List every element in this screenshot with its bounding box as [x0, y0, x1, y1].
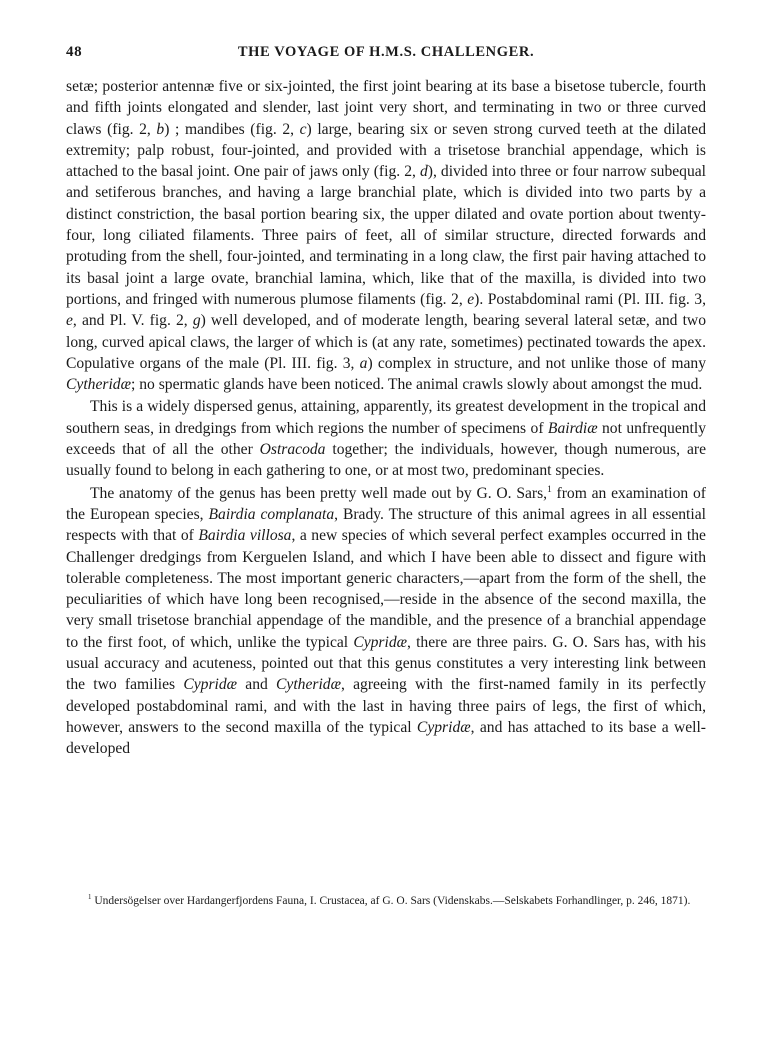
text-run: together; the individuals, however, though numerous, are usually found to belong in each gathering to one, or at most two, predominant species. — [66, 441, 706, 480]
paragraph-2 — [66, 396, 706, 481]
text-run: setæ; posterior antennæ five or six-jointed, the first joint bearing at its base a bisetose tubercle, fourth and fifth joints elongated and slender, last joint very short, and terminating in two or three curved claws (fig. 2, — [66, 78, 706, 138]
text-run: from an examination of the European species, — [66, 484, 706, 523]
italic-term: Bairdia complanata — [208, 505, 335, 523]
italic-term: d — [419, 163, 428, 181]
footnote-reference: 1 — [547, 484, 552, 495]
paragraph-3 — [66, 483, 706, 760]
text-run: The anatomy of the genus has been pretty well made out by G. O. Sars, — [90, 484, 548, 502]
footnote — [66, 893, 706, 909]
text-run: ) ; mandibes (fig. 2, — [164, 120, 300, 138]
italic-term: Cypridæ — [416, 718, 471, 736]
text-run: , and Pl. V. fig. 2, — [72, 312, 193, 330]
italic-term: Cytheridæ — [276, 676, 342, 694]
text-run: and — [237, 676, 277, 694]
italic-term: Cytheridæ — [66, 376, 131, 394]
italic-term: Cypridæ — [353, 633, 408, 651]
italic-term: c — [299, 120, 307, 138]
italic-term: Cypridæ — [183, 676, 238, 694]
text-run: not unfrequently exceeds that of all the other — [66, 419, 707, 459]
text-run: This is a widely dispersed genus, attaining, apparently, its greatest development in the tropical and southern seas, in dredgings from which regions the number of specimens of — [66, 398, 706, 437]
italic-term: Bairdiæ — [547, 419, 598, 437]
running-title: THE VOYAGE OF H.M.S. CHALLENGER. — [237, 44, 535, 60]
footnote-text: Undersögelser over Hardangerfjordens Fauna, I. Crustacea, af G. O. Sars (Videnskabs.—Selskabets Forhandlinger, p. 246, 1871). — [94, 895, 691, 907]
italic-term: e — [66, 312, 73, 330]
text-run: ), divided into three or four narrow subequal and setiferous branches, and having a large branchial plate, which is divided into two parts by a distinct constriction, the basal portion bearing six, the upper dilated and ovate portion about twenty-four, long ciliated filaments. Three pairs of feet, all of similar structure, directed forwards and protuding from the shell, four-jointed, and terminating in a long claw, the first pair having attached to its basal joint a large ovate, branchial lamina, which, like that of the maxilla, is divided into two portions, and fringed with numerous plumose filaments (fig. 2, — [66, 163, 707, 308]
italic-term: b — [156, 120, 165, 138]
italic-term: a — [359, 354, 368, 372]
text-run: ) large, bearing six or seven strong curved teeth at the dilated extremity; palp robust, four-jointed, and provided with a trisetose branchial appendage, which is attached to the basal joint. One pair of jaws only (fig. 2, — [66, 120, 707, 181]
italic-term: g — [192, 312, 201, 330]
body-text — [66, 76, 706, 760]
italic-term: Ostracoda — [259, 441, 326, 459]
italic-term: e — [467, 290, 475, 308]
page-number: 48 — [66, 44, 83, 60]
text-run: , a new species of which several perfect examples occurred in the Challenger dredgings from Kerguelen Island, and which I have been able to dissect and figure with tolerable completeness. The most important generic characters,—apart from the form of the shell, the peculiarities of which have long been recognised,—reside in the absence of the second maxilla, the very small trisetose branchial appendage of the mandible, and the presence of a branchial appendage to the first foot, of which, unlike the typical — [66, 527, 706, 651]
text-run: , there are three pairs. G. O. Sars has, with his usual accuracy and acuteness, pointed out that this genus constitutes a very interesting link between the two families — [66, 633, 706, 694]
footnote-marker: 1 — [88, 894, 92, 902]
text-run: ). Postabdominal rami (Pl. III. fig. 3, — [474, 290, 706, 308]
text-run: ) well developed, and of moderate length, bearing several lateral setæ, and two long, curved apical claws, the larger of which is (at any rate, sometimes) pectinated towards the apex. Copulative organs of the male (Pl. III. fig. 3, — [66, 312, 706, 372]
page-header — [66, 44, 706, 68]
text-run: ) complex in structure, and not unlike those of many — [367, 354, 706, 372]
text-run: , agreeing with the first-named family in its perfectly developed postabdominal rami, and with the last in having three pairs of legs, the first of which, however, answers to the second maxilla of the typical — [66, 676, 706, 736]
paragraph-1 — [66, 76, 706, 395]
text-run: , and has attached to its base a well-developed — [66, 718, 706, 758]
text-run: ; no spermatic glands have been noticed. The animal crawls slowly about amongst the mud. — [130, 376, 703, 394]
text-run: , Brady. The structure of this animal agrees in all essential respects with that of — [66, 505, 706, 545]
italic-term: Bairdia villosa — [198, 527, 292, 545]
